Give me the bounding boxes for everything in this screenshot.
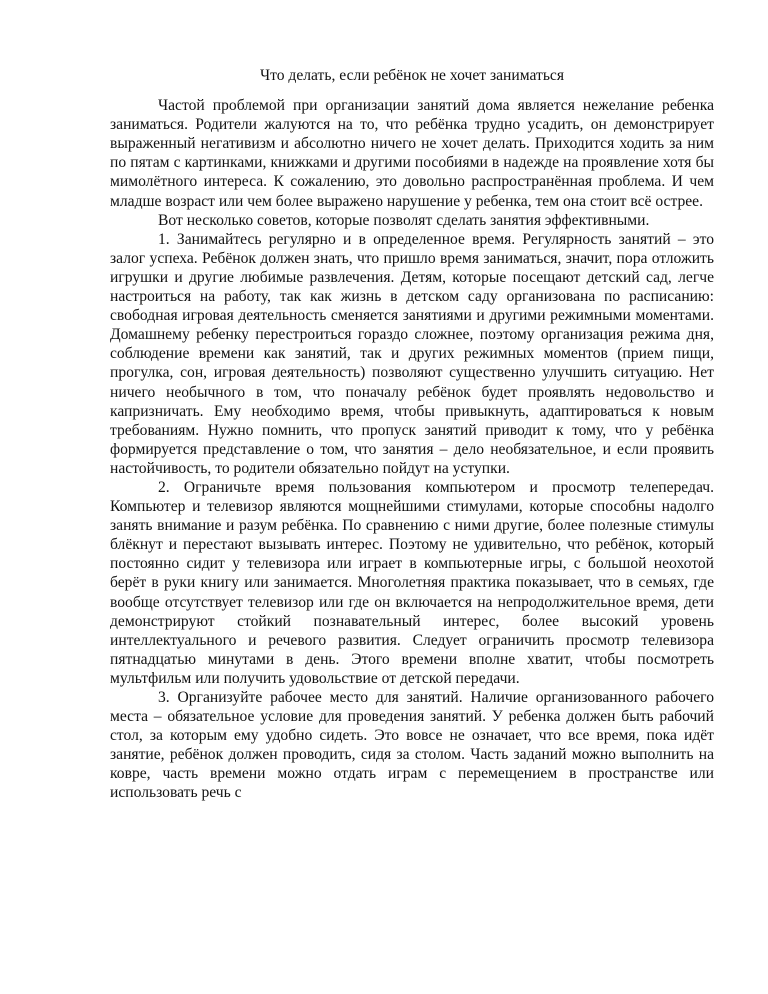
paragraph-tip-2: 2. Ограничьте время пользования компьютером и просмотр телепередач. Компьютер и телевизор являются мощнейшими стимулами, которые способны надолго занять внимание и разум ребёнка. По сравнению с ними другие, более полезные стимулы блёкнут и перестают вызывать интерес. Поэтому не удивительно, что ребёнок, который постоянно сидит у телевизора или играет в компьютерные игры, с большой неохотой берёт в руки книгу или занимается. Многолетняя практика показывает, что в семьях, где вообще отсутствует телевизор или где он включается на непродолжительное время, дети демонстрируют стойкий познавательный интерес, более высокий уровень интеллектуального и речевого развития. Следует ограничить просмотр телевизора пятнадцатью минутами в день. Этого времени вполне хватит, чтобы посмотреть мультфильм или получить удовольствие от детской передачи. (110, 478, 714, 687)
paragraph-tips-lead: Вот несколько советов, которые позволят сделать занятия эффективными. (158, 211, 650, 229)
paragraph-intro: Частой проблемой при организации занятий дома является нежелание ребенка заниматься. Родители жалуются на то, что ребёнка трудно усадить, он демонстрирует выраженный негативизм и абсолютно ничего не хочет делать. Приходится ходить за ним по пятам с картинками, книжками и другими пособиями в надежде на проявление хотя бы мимолётного интереса. К сожалению, это довольно распространённая проблема. И чем младше возраст или чем более выражено нарушение у ребенка, тем она стоит всё острее. (110, 97, 714, 210)
paragraph-tip-3: 3. Организуйте рабочее место для занятий. Наличие организованного рабочего места – обязательное условие для проведения занятий. У ребенка должен быть рабочий стол, за которым ему удобно сидеть. Это вовсе не означает, что все время, пока идёт занятие, ребёнок должен проводить, сидя за столом. Часть заданий можно выполнить на ковре, часть времени можно отдать играм с перемещением в пространстве или использовать речь с (110, 689, 714, 802)
paragraph-tip-1: 1. Занимайтесь регулярно и в определенное время. Регулярность занятий – это залог успеха. Ребёнок должен знать, что пришло время заниматься, значит, пора отложить игрушки и другие любимые развлечения. Детям, которые посещают детский сад, легче настроиться на работу, так как жизнь в детском саду организована по расписанию: свободная игровая деятельность сменяется занятиями и другими режимными моментами. Домашнему ребенку перестроиться гораздо сложнее, поэтому организация режима дня, соблюдение времени как занятий, так и других режимных моментов (прием пищи, прогулка, сон, игровая деятельность) позволяют существенно улучшить ситуацию. Нет ничего необычного в том, что поначалу ребёнок будет проявлять недовольство и капризничать. Ему необходимо время, чтобы привыкнуть, адаптироваться к новым требованиям. Нужно помнить, что пропуск занятий приводит к тому, что у ребёнка формируется представление о том, что занятия – дело необязательное, и если проявить настойчивость, то родители обязательно пойдут на уступки. (110, 230, 714, 477)
document-title: Что делать, если ребёнок не хочет заниматься (259, 67, 565, 84)
document-body (110, 66, 714, 803)
